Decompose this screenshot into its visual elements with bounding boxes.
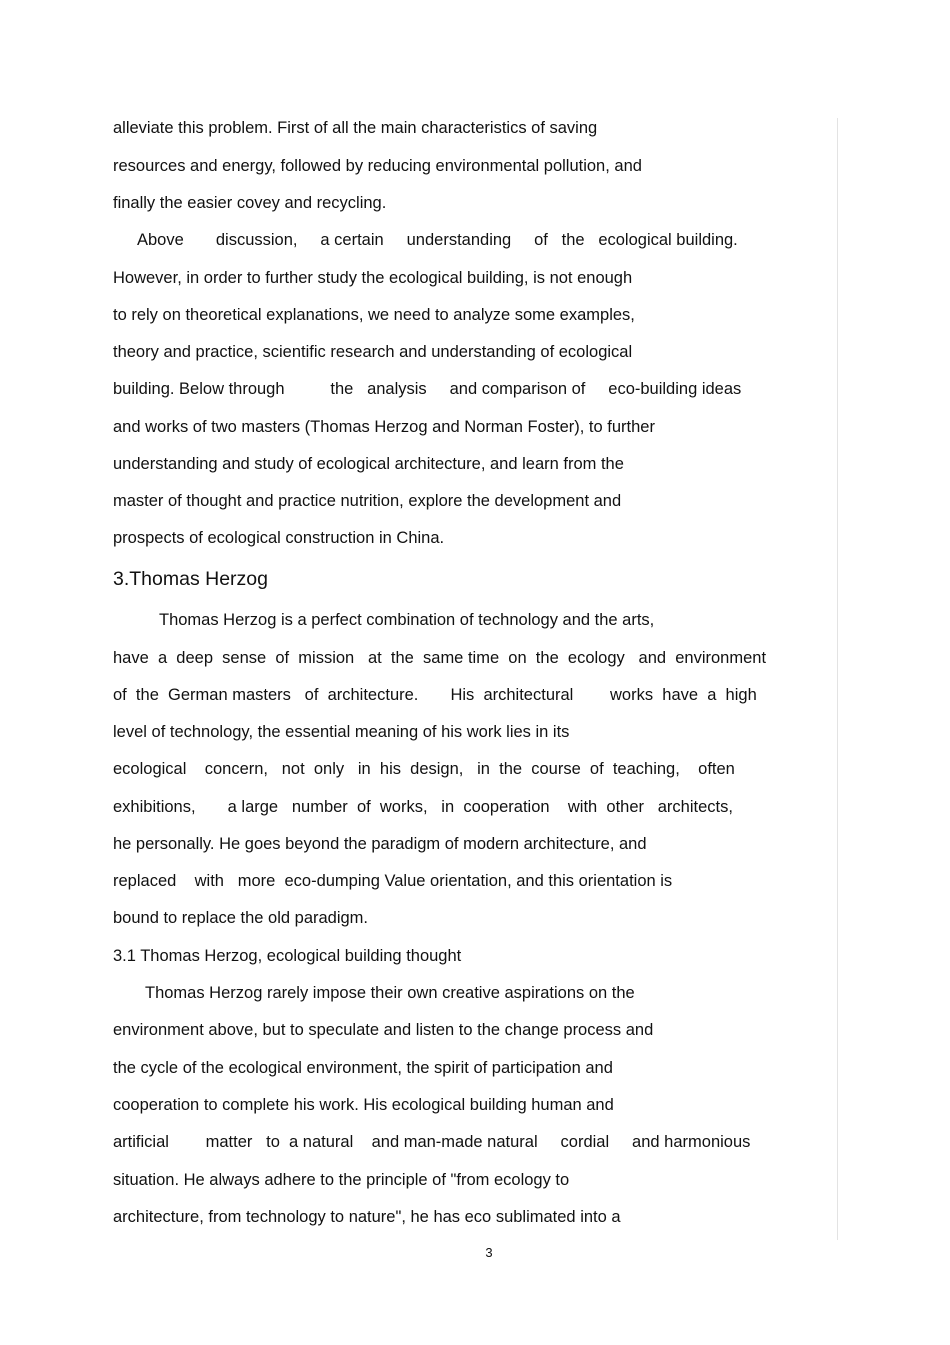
text-line: and works of two masters (Thomas Herzog and Norman Foster), to further [113, 418, 655, 436]
text-line: architecture, from technology to nature", he has eco sublimated into a [113, 1208, 621, 1226]
text-line: replaced with more eco-dumping Value orientation, and this orientation is [113, 872, 673, 890]
text-line: the cycle of the ecological environment, the spirit of participation and [113, 1059, 613, 1077]
text-line: building. Below through the analysis and comparison of eco-building ideas [113, 380, 742, 398]
text-line: to rely on theoretical explanations, we need to analyze some examples, [113, 306, 635, 324]
text-line: ecological concern, not only in his design, in the course of teaching, often [113, 760, 735, 778]
text-line: Above discussion, a certain understanding of the ecological building. [137, 231, 738, 249]
subsection-heading: 3.1 Thomas Herzog, ecological building thought [113, 947, 462, 965]
text-line: situation. He always adhere to the principle of "from ecology to [113, 1171, 570, 1189]
text-line: level of technology, the essential meaning of his work lies in its [113, 723, 570, 741]
text-line: have a deep sense of mission at the same time on the ecology and environment [113, 649, 767, 667]
text-line: theory and practice, scientific research and understanding of ecological [113, 343, 633, 361]
text-line: he personally. He goes beyond the paradigm of modern architecture, and [113, 835, 647, 853]
page-number: 3 [485, 1245, 493, 1260]
text-line: finally the easier covey and recycling. [113, 194, 387, 212]
text-line: Thomas Herzog rarely impose their own creative aspirations on the [145, 984, 635, 1002]
text-line: resources and energy, followed by reducing environmental pollution, and [113, 157, 642, 175]
text-line: artificial matter to a natural and man-made natural cordial and harmonious [113, 1133, 751, 1151]
text-line: of the German masters of architecture. His architectural works have a high [113, 686, 757, 704]
text-line: prospects of ecological construction in China. [113, 529, 445, 547]
right-margin-rule [837, 118, 838, 1240]
text-line: cooperation to complete his work. His ecological building human and [113, 1096, 614, 1114]
text-line: However, in order to further study the ecological building, is not enough [113, 269, 633, 287]
text-line: Thomas Herzog is a perfect combination of technology and the arts, [159, 611, 655, 629]
text-line: alleviate this problem. First of all the main characteristics of saving [113, 119, 598, 137]
text-line: bound to replace the old paradigm. [113, 909, 369, 927]
text-line: understanding and study of ecological architecture, and learn from the [113, 455, 624, 473]
text-line: environment above, but to speculate and listen to the change process and [113, 1021, 654, 1039]
text-line: exhibitions, a large number of works, in cooperation with other architects, [113, 798, 733, 816]
section-heading: 3.Thomas Herzog [113, 568, 268, 590]
text-line: master of thought and practice nutrition, explore the development and [113, 492, 622, 510]
